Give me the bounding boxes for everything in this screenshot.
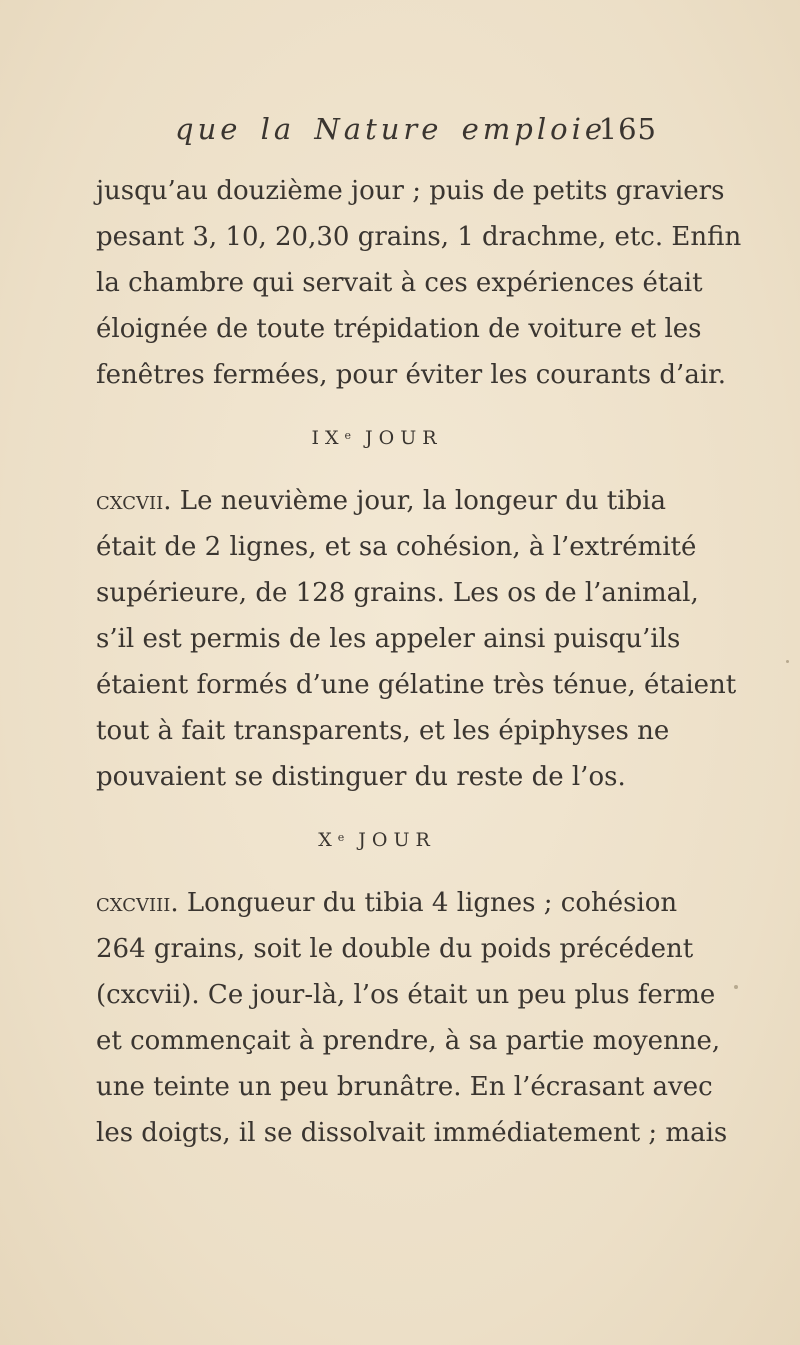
- paper-speck: [786, 660, 789, 663]
- running-header: [165, 112, 657, 152]
- text-line: tout à fait transparents, et les épiphyses ne: [96, 716, 670, 746]
- paper-speck: [734, 985, 738, 989]
- text-line: pouvaient se distinguer du reste de l’os.: [96, 762, 626, 792]
- text-line: les doigts, il se dissolvait immédiatement ; mais: [96, 1118, 728, 1148]
- section-heading-x-jour: [96, 800, 658, 880]
- heading-suffix: e: [344, 428, 353, 442]
- paragraph-marker: cxcviii.: [96, 888, 179, 918]
- paragraph-marker: cxcvii.: [96, 486, 172, 516]
- text-line: 264 grains, soit le double du poids précédent: [96, 934, 694, 964]
- text-line: étaient formés d’une gélatine très ténue, étaient: [96, 670, 737, 700]
- text-line: une teinte un peu brunâtre. En l’écrasant avec: [96, 1072, 713, 1102]
- heading-word: JOUR: [358, 829, 436, 851]
- text-line-rest: Le neuvième jour, la longeur du tibia: [179, 486, 666, 516]
- page-number: 165: [598, 112, 657, 146]
- text-line: [96, 880, 678, 926]
- text-line: fenêtres fermées, pour éviter les courants d’air.: [96, 360, 726, 390]
- paragraph-cxcvii: [96, 478, 737, 800]
- heading-numeral: X: [318, 829, 338, 851]
- text-line: [96, 478, 666, 524]
- heading-word: JOUR: [365, 427, 443, 449]
- heading-numeral: IX: [311, 427, 345, 449]
- section-heading-ix-jour: [96, 398, 658, 478]
- text-line: s’il est permis de les appeler ainsi puisqu’ils: [96, 624, 681, 654]
- text-line: éloignée de toute trépidation de voiture et les: [96, 314, 702, 344]
- text-line: et commençait à prendre, à sa partie moyenne,: [96, 1026, 721, 1056]
- text-line: pesant 3, 10, 20,30 grains, 1 drachme, etc. Enfin: [96, 222, 742, 252]
- body-text: [96, 168, 742, 1156]
- running-title: que la Nature emploie: [175, 112, 607, 146]
- heading-suffix: e: [337, 830, 347, 844]
- text-line: la chambre qui servait à ces expériences était: [96, 268, 703, 298]
- text-line: supérieure, de 128 grains. Les os de l’animal,: [96, 578, 699, 608]
- paragraph-continuation: [96, 168, 742, 398]
- text-line: était de 2 lignes, et sa cohésion, à l’extrémité: [96, 532, 697, 562]
- paragraph-cxcviii: [96, 880, 728, 1156]
- text-line: jusqu’au douzième jour ; puis de petits graviers: [96, 176, 725, 206]
- text-line-rest: Longueur du tibia 4 lignes ; cohésion: [186, 888, 678, 918]
- text-line: (cxcvii). Ce jour-là, l’os était un peu plus ferme: [96, 980, 716, 1010]
